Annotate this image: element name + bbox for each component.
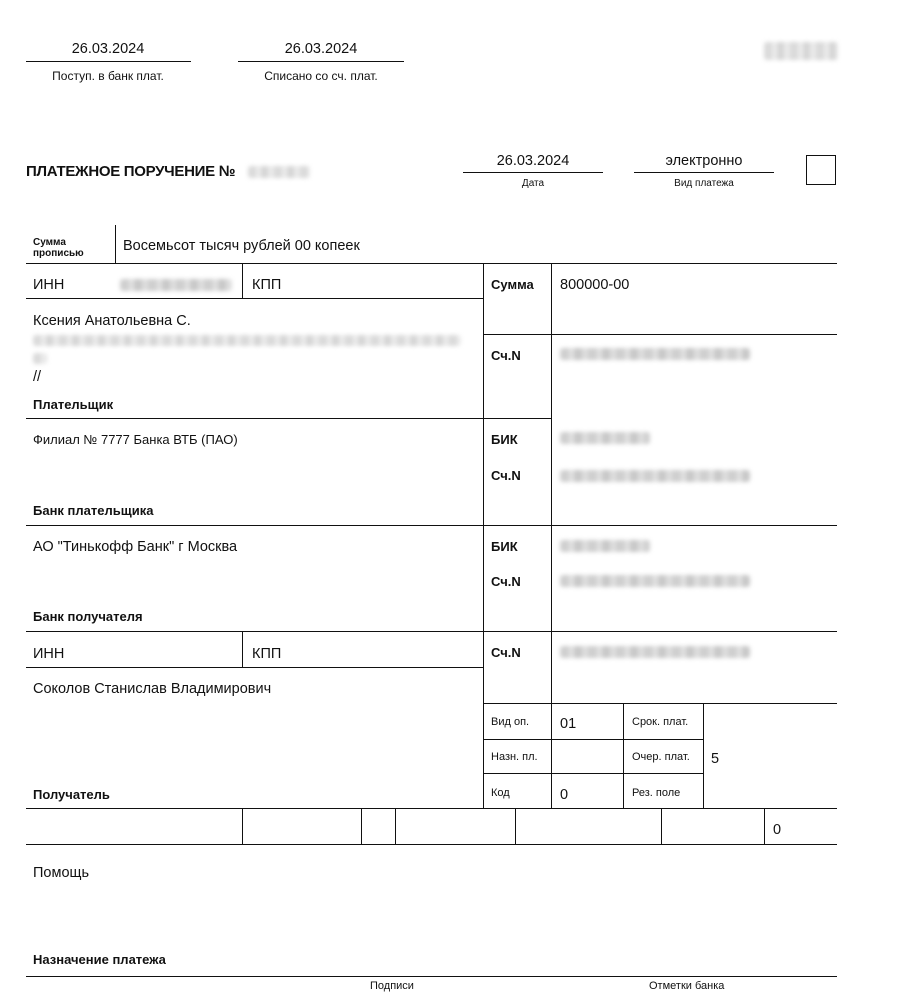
debited-date-line <box>238 61 404 62</box>
redacted-payer-inn <box>120 279 232 291</box>
grid-line <box>26 263 837 264</box>
recipient-bank-label: Банк получателя <box>33 609 143 624</box>
recipient-inn-label: ИНН <box>33 646 65 662</box>
rez-label: Рез. поле <box>632 787 681 799</box>
redacted-payer-bank-bik <box>560 432 650 444</box>
redacted-recipient-account <box>560 646 750 658</box>
order-date-label: Дата <box>521 178 545 189</box>
order-title: ПЛАТЕЖНОЕ ПОРУЧЕНИЕ № <box>26 163 236 180</box>
order-date-line <box>463 172 603 173</box>
payer-bank-label: Банк плательщика <box>33 503 154 518</box>
payment-type-line <box>634 172 774 173</box>
kod-value: 0 <box>560 787 569 803</box>
debited-date: 26.03.2024 <box>284 41 358 57</box>
sum-label: Сумма <box>491 277 534 292</box>
redacted-order-number <box>248 166 310 178</box>
ocher-label: Очер. плат. <box>632 751 690 763</box>
amount-words-label-1: Сумма <box>33 237 66 248</box>
received-date-line <box>26 61 191 62</box>
signatures-label: Подписи <box>370 980 414 992</box>
ocher-value: 5 <box>711 751 720 767</box>
form-checkbox[interactable] <box>806 155 836 185</box>
purpose-label: Назначение платежа <box>33 952 166 967</box>
amount-words-value: Восемьсот тысяч рублей 00 копеек <box>123 238 360 254</box>
vid-op-label: Вид оп. <box>491 716 530 728</box>
tax-row-last-value: 0 <box>773 822 782 838</box>
recipient-label: Получатель <box>33 787 110 802</box>
recipient-name: Соколов Станислав Владимирович <box>33 681 272 697</box>
received-date: 26.03.2024 <box>71 41 145 57</box>
kod-label: Код <box>491 787 510 799</box>
redacted-recipient-bank-bik <box>560 540 650 552</box>
redacted-payer-bank-account <box>560 470 750 482</box>
nazn-label: Назн. пл. <box>491 751 538 763</box>
debited-date-label: Списано со сч. плат. <box>264 69 378 83</box>
sum-value: 800000-00 <box>560 277 630 293</box>
payer-account-label: Сч.N <box>491 348 521 363</box>
srok-label: Срок. плат. <box>632 716 689 728</box>
payer-bank-bik-label: БИК <box>491 432 518 447</box>
payer-inn-label: ИНН <box>33 277 65 293</box>
payer-extra: // <box>33 369 42 385</box>
received-date-label: Поступ. в банк плат. <box>52 69 164 83</box>
payer-label: Плательщик <box>33 397 114 412</box>
recipient-bank-account-label: Сч.N <box>491 574 521 589</box>
recipient-kpp-label: КПП <box>252 646 282 662</box>
redacted-payer-account <box>560 348 750 360</box>
redacted-recipient-bank-account <box>560 575 750 587</box>
payer-bank-name: Филиал № 7777 Банка ВТБ (ПАО) <box>33 432 238 447</box>
amount-words-label-2: прописью <box>33 248 84 259</box>
recipient-bank-name: АО "Тинькофф Банк" г Москва <box>33 539 238 555</box>
payment-type-label: Вид платежа <box>674 178 734 189</box>
recipient-account-label: Сч.N <box>491 645 521 660</box>
redacted-form-code <box>764 42 838 60</box>
vid-op-value: 01 <box>560 716 577 732</box>
purpose-text: Помощь <box>33 865 90 881</box>
payment-type: электронно <box>665 153 743 169</box>
redacted-payer-address <box>33 335 461 346</box>
bank-marks-label: Отметки банка <box>649 980 725 992</box>
payer-kpp-label: КПП <box>252 277 282 293</box>
recipient-bank-bik-label: БИК <box>491 539 518 554</box>
order-date: 26.03.2024 <box>496 153 570 169</box>
payer-name: Ксения Анатольевна С. <box>33 313 191 329</box>
payer-bank-account-label: Сч.N <box>491 468 521 483</box>
